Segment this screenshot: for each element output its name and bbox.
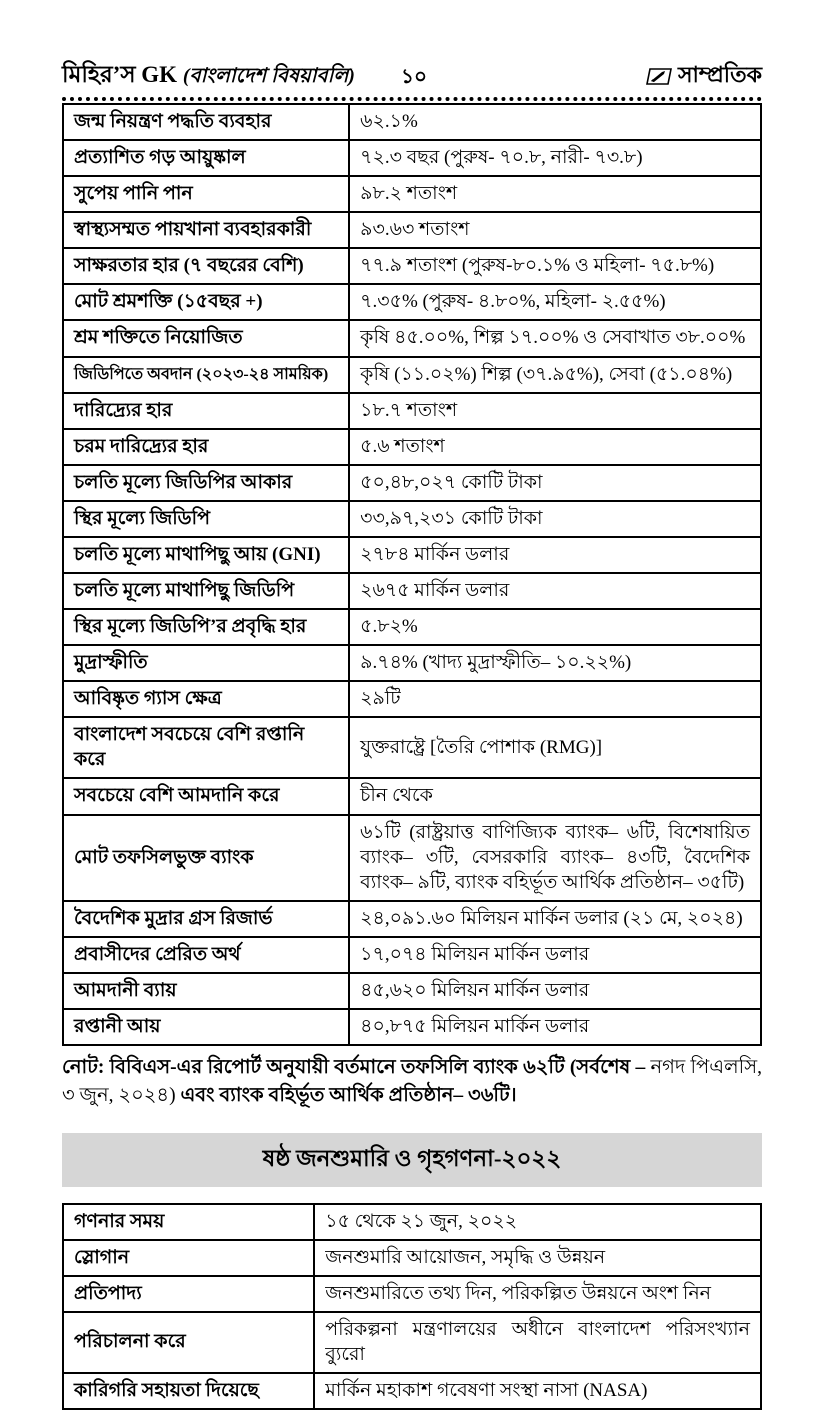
census-label: পরিচালনা করে xyxy=(63,1312,314,1373)
stat-label: জিডিপিতে অবদান (২০২৩-২৪ সাময়িক) xyxy=(63,357,349,393)
census-value: ১৫ থেকে ২১ জুন, ২০২২ xyxy=(314,1204,761,1240)
stat-value: ৭২.৩ বছর (পুরুষ- ৭০.৮, নারী- ৭৩.৮) xyxy=(349,140,761,176)
census-label: প্রতিপাদ্য xyxy=(63,1276,314,1312)
table-row xyxy=(63,778,761,814)
section-header: ষষ্ঠ জনশুমারি ও গৃহগণনা-২০২২ xyxy=(62,1133,762,1187)
table-row xyxy=(63,393,761,429)
stat-label: চলতি মূল্যে মাথাপিছু জিডিপি xyxy=(63,573,349,609)
table-row xyxy=(63,973,761,1009)
stat-label: সাক্ষরতার হার (৭ বছরের বেশি) xyxy=(63,248,349,284)
book-brand xyxy=(62,56,355,95)
stat-value: ১৮.৭ শতাংশ xyxy=(349,393,761,429)
stat-value: ৯.৭৪% (খাদ্য মুদ্রাস্ফীতি– ১০.২২%) xyxy=(349,645,761,681)
table-row xyxy=(63,717,761,778)
stat-value: ৭.৩৫% (পুরুষ- ৪.৮০%, মহিলা- ২.৫৫%) xyxy=(349,284,761,320)
stat-label: সুপেয় পানি পান xyxy=(63,176,349,212)
table-row xyxy=(63,1373,761,1409)
stat-label: বৈদেশিক মুদ্রার গ্রস রিজার্ভ xyxy=(63,901,349,937)
stat-value: চীন থেকে xyxy=(349,778,761,814)
table-row xyxy=(63,176,761,212)
stat-label: মুদ্রাস্ফীতি xyxy=(63,645,349,681)
stat-value: ৯৩.৬৩ শতাংশ xyxy=(349,212,761,248)
table-row xyxy=(63,140,761,176)
stat-label: মোট তফসিলভুক্ত ব্যাংক xyxy=(63,815,349,901)
table-row xyxy=(63,465,761,501)
table-row xyxy=(63,1240,761,1276)
stat-value: কৃষি ৪৫.০০%, শিল্প ১৭.০০% ও সেবাখাত ৩৮.০০% xyxy=(349,320,761,356)
table-row xyxy=(63,104,761,140)
table-row xyxy=(63,937,761,973)
stat-value: ৪০,৮৭৫ মিলিয়ন মার্কিন ডলার xyxy=(349,1009,761,1045)
stat-label: চরম দারিদ্র্যের হার xyxy=(63,429,349,465)
chapter-tag: সাম্প্রতিক xyxy=(677,62,762,87)
brand-bengali: মিহির’স xyxy=(62,62,136,87)
table-row xyxy=(63,501,761,537)
running-head xyxy=(62,56,762,97)
table-row xyxy=(63,901,761,937)
note-segment-bold: নোট: বিবিএস-এর রিপোর্ট অনুযায়ী বর্তমানে তফসিলি ব্যাংক ৬২টি (সর্বশেষ – xyxy=(62,1057,651,1079)
stat-label: প্রবাসীদের প্রেরিত অর্থ xyxy=(63,937,349,973)
stat-value: যুক্তরাষ্ট্রে [তৈরি পোশাক (RMG)] xyxy=(349,717,761,778)
table-row xyxy=(63,1204,761,1240)
table-row xyxy=(63,681,761,717)
page-number: ১০ xyxy=(400,66,427,88)
census-value: পরিকল্পনা মন্ত্রণালয়ের অধীনে বাংলাদেশ পরিসংখ্যান ব্যুরো xyxy=(314,1312,761,1373)
stat-label: আবিষ্কৃত গ্যাস ক্ষেত্র xyxy=(63,681,349,717)
stat-label: স্থির মূল্যে জিডিপি xyxy=(63,501,349,537)
census-value: মার্কিন মহাকাশ গবেষণা সংস্থা নাসা (NASA) xyxy=(314,1373,761,1409)
stat-value: ৫.৮২% xyxy=(349,609,761,645)
stat-value: ৩৩,৯৭,২৩১ কোটি টাকা xyxy=(349,501,761,537)
stat-value: ৫০,৪৮,০২৭ কোটি টাকা xyxy=(349,465,761,501)
stat-value: ৪৫,৬২০ মিলিয়ন মার্কিন ডলার xyxy=(349,973,761,1009)
statistics-table xyxy=(62,103,762,1046)
stat-value: ২৭৮৪ মার্কিন ডলার xyxy=(349,537,761,573)
stat-label: সবচেয়ে বেশি আমদানি করে xyxy=(63,778,349,814)
table-row xyxy=(63,212,761,248)
stat-label: মোট শ্রমশক্তি (১৫বছর +) xyxy=(63,284,349,320)
stat-label: চলতি মূল্যে জিডিপির আকার xyxy=(63,465,349,501)
stat-value: ৬১টি (রাষ্ট্রয়াত্ত বাণিজ্যিক ব্যাংক– ৬টি, বিশেষায়িত ব্যাংক– ৩টি, বেসরকারি ব্যাংক– ৪৩টি, বৈদেশিক ব্যাংক– ৯টি, ব্যাংক বহির্ভূত আর্থিক প্রতিষ্ঠান– ৩৫টি) xyxy=(349,815,761,901)
table-row xyxy=(63,609,761,645)
stat-value: কৃষি (১১.০২%) শিল্প (৩৭.৯৫%), সেবা (৫১.০৪%) xyxy=(349,357,761,393)
census-label: স্লোগান xyxy=(63,1240,314,1276)
brand-subtitle: (বাংলাদেশ বিষয়াবলি) xyxy=(182,65,355,87)
table-row xyxy=(63,357,761,393)
table-row xyxy=(63,815,761,901)
stat-label: দারিদ্র্যের হার xyxy=(63,393,349,429)
running-head-right xyxy=(646,58,762,95)
brand-latin: GK xyxy=(141,62,178,87)
stat-label: শ্রম শক্তিতে নিয়োজিত xyxy=(63,320,349,356)
stat-value: ৭৭.৯ শতাংশ (পুরুষ-৮০.১% ও মহিলা- ৭৫.৮%) xyxy=(349,248,761,284)
pen-icon xyxy=(646,68,672,85)
table-row xyxy=(63,537,761,573)
stat-value: ২৪,০৯১.৬০ মিলিয়ন মার্কিন ডলার (২১ মে, ২০২৪) xyxy=(349,901,761,937)
stat-value: ৫.৬ শতাংশ xyxy=(349,429,761,465)
stat-label: চলতি মূল্যে মাথাপিছু আয় (GNI) xyxy=(63,537,349,573)
table-row xyxy=(63,1312,761,1373)
stat-label: আমদানী ব্যায় xyxy=(63,973,349,1009)
census-label: কারিগরি সহায়তা দিয়েছে xyxy=(63,1373,314,1409)
census-value: জনশুমারি আয়োজন, সমৃদ্ধি ও উন্নয়ন xyxy=(314,1240,761,1276)
table-row xyxy=(63,1009,761,1045)
stat-label: প্রত্যাশিত গড় আয়ুষ্কাল xyxy=(63,140,349,176)
stat-label: বাংলাদেশ সবচেয়ে বেশি রপ্তানি করে xyxy=(63,717,349,778)
census-label: গণনার সময় xyxy=(63,1204,314,1240)
dotted-divider xyxy=(62,97,762,101)
census-table-body xyxy=(63,1204,761,1409)
stat-value: ১৭,০৭৪ মিলিয়ন মার্কিন ডলার xyxy=(349,937,761,973)
stat-label: স্থির মূল্যে জিডিপি’র প্রবৃদ্ধি হার xyxy=(63,609,349,645)
stat-value: ২৬৭৫ মার্কিন ডলার xyxy=(349,573,761,609)
stat-value: ২৯টি xyxy=(349,681,761,717)
stat-label: রপ্তানী আয় xyxy=(63,1009,349,1045)
stat-value: ৯৮.২ শতাংশ xyxy=(349,176,761,212)
table-row xyxy=(63,248,761,284)
table-row xyxy=(63,429,761,465)
note-segment-bold-2: এবং ব্যাংক বহির্ভূত আর্থিক প্রতিষ্ঠান– ৩৬টি। xyxy=(180,1085,517,1107)
note-paragraph xyxy=(62,1054,762,1111)
table-row xyxy=(63,1276,761,1312)
table-row xyxy=(63,573,761,609)
note-segment-regular: নগদ পিএলসি, ৩ জুন, ২০২৪) xyxy=(62,1057,762,1107)
table-row xyxy=(63,284,761,320)
stat-label: স্বাস্থ্যসম্মত পায়খানা ব্যবহারকারী xyxy=(63,212,349,248)
statistics-table-body xyxy=(63,104,761,1045)
census-table xyxy=(62,1203,762,1410)
table-row xyxy=(63,320,761,356)
table-row xyxy=(63,645,761,681)
stat-label: জন্ম নিয়ন্ত্রণ পদ্ধতি ব্যবহার xyxy=(63,104,349,140)
stat-value: ৬২.১% xyxy=(349,104,761,140)
census-value: জনশুমারিতে তথ্য দিন, পরিকল্পিত উন্নয়নে অংশ নিন xyxy=(314,1276,761,1312)
